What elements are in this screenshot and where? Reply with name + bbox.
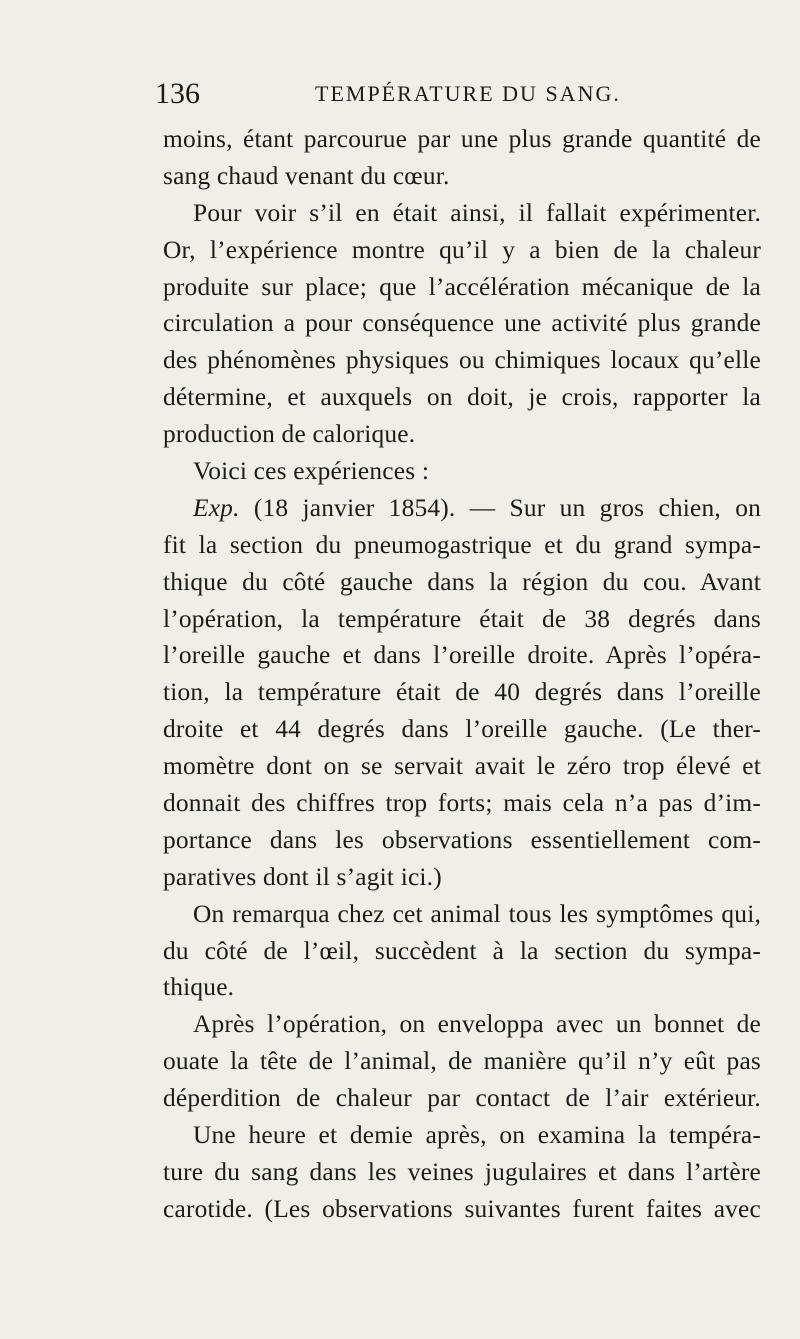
text-line — [163, 121, 761, 158]
text-line — [163, 195, 761, 232]
running-title: TEMPÉRATURE DU SANG. — [315, 81, 621, 106]
line-text: donnait des chiffres trop forts; mais cela n’a pas d’im- — [163, 789, 761, 818]
text-line — [163, 527, 761, 564]
text-line — [163, 896, 761, 933]
text-line — [163, 601, 761, 638]
text-line — [163, 637, 761, 674]
line-text: ouate la tête de l’animal, de manière qu’il n’y eût pas — [163, 1047, 761, 1076]
line-text: déperdition de chaleur par contact de l’air extérieur. — [163, 1084, 761, 1113]
line-text: circulation a pour conséquence une activité plus grande — [163, 309, 761, 338]
text-line — [163, 564, 761, 601]
line-text: droite et 44 degrés dans l’oreille gauche. (Le ther- — [163, 715, 761, 744]
text-line — [163, 232, 761, 269]
line-text: Après l’opération, on enveloppa avec un bonnet de — [193, 1010, 761, 1039]
line-text: carotide. (Les observations suivantes furent faites avec — [163, 1194, 761, 1223]
line-text: produite sur place; que l’accélération mécanique de la — [163, 272, 761, 301]
line-text: moins, étant parcourue par une plus grande quantité de — [163, 125, 761, 153]
line-text: momètre dont on se servait avait le zéro trop élevé et — [163, 752, 761, 781]
text-line — [163, 453, 761, 490]
body-text — [163, 121, 761, 1228]
text-line — [163, 1154, 761, 1191]
text-line — [163, 342, 761, 379]
line-text: On remarqua chez cet animal tous les symptômes qui, — [193, 899, 761, 928]
line-text: Une heure et demie après, on examina la tempéra- — [193, 1121, 761, 1150]
line-text: détermine, et auxquels on doit, je crois, rapporter la — [163, 383, 761, 412]
text-line — [163, 158, 761, 195]
line-text: fit la section du pneumogastrique et du grand sympa- — [163, 530, 761, 559]
text-line — [163, 711, 761, 748]
text-line — [163, 1043, 761, 1080]
text-line — [163, 490, 761, 527]
text-line — [163, 933, 761, 970]
line-text: Or, l’expérience montre qu’il y a bien de la chaleur — [163, 235, 761, 264]
line-text: paratives dont il s’agit ici.) — [163, 862, 442, 891]
experiment-label: Exp. — [193, 493, 240, 522]
text-line — [163, 305, 761, 342]
line-text: l’opération, la température était de 38 degrés dans — [163, 604, 761, 633]
line-text: Voici ces expériences : — [193, 457, 430, 486]
text-line — [163, 1080, 761, 1117]
text-line — [163, 269, 761, 306]
line-text: sang chaud venant du cœur. — [163, 161, 450, 190]
line-text: (18 janvier 1854). — Sur un gros chien, on — [239, 493, 761, 522]
running-head — [155, 76, 765, 112]
line-text: Pour voir s’il en était ainsi, il fallait expérimenter. — [193, 198, 761, 227]
line-text: ture du sang dans les veines jugulaires et dans l’artère — [163, 1157, 761, 1186]
text-line — [163, 379, 761, 416]
line-text: l’oreille gauche et dans l’oreille droite. Après l’opéra- — [163, 641, 761, 670]
text-line — [163, 1117, 761, 1154]
line-text: des phénomènes physiques ou chimiques locaux qu’elle — [163, 346, 761, 375]
text-line — [163, 785, 761, 822]
line-text: production de calorique. — [163, 420, 416, 449]
line-text: portance dans les observations essentiellement com- — [163, 825, 761, 854]
text-line — [163, 969, 761, 1006]
line-text: tion, la température était de 40 degrés dans l’oreille — [163, 678, 761, 707]
text-line — [163, 822, 761, 859]
line-text: thique. — [163, 973, 235, 1002]
text-line — [163, 1006, 761, 1043]
text-line — [163, 674, 761, 711]
text-line — [163, 859, 761, 896]
text-line — [163, 1191, 761, 1228]
page-number: 136 — [155, 77, 200, 110]
line-text: thique du côté gauche dans la région du cou. Avant — [163, 567, 761, 596]
text-line — [163, 748, 761, 785]
line-text: du côté de l’œil, succèdent à la section du sympa- — [163, 936, 761, 965]
text-line — [163, 416, 761, 453]
